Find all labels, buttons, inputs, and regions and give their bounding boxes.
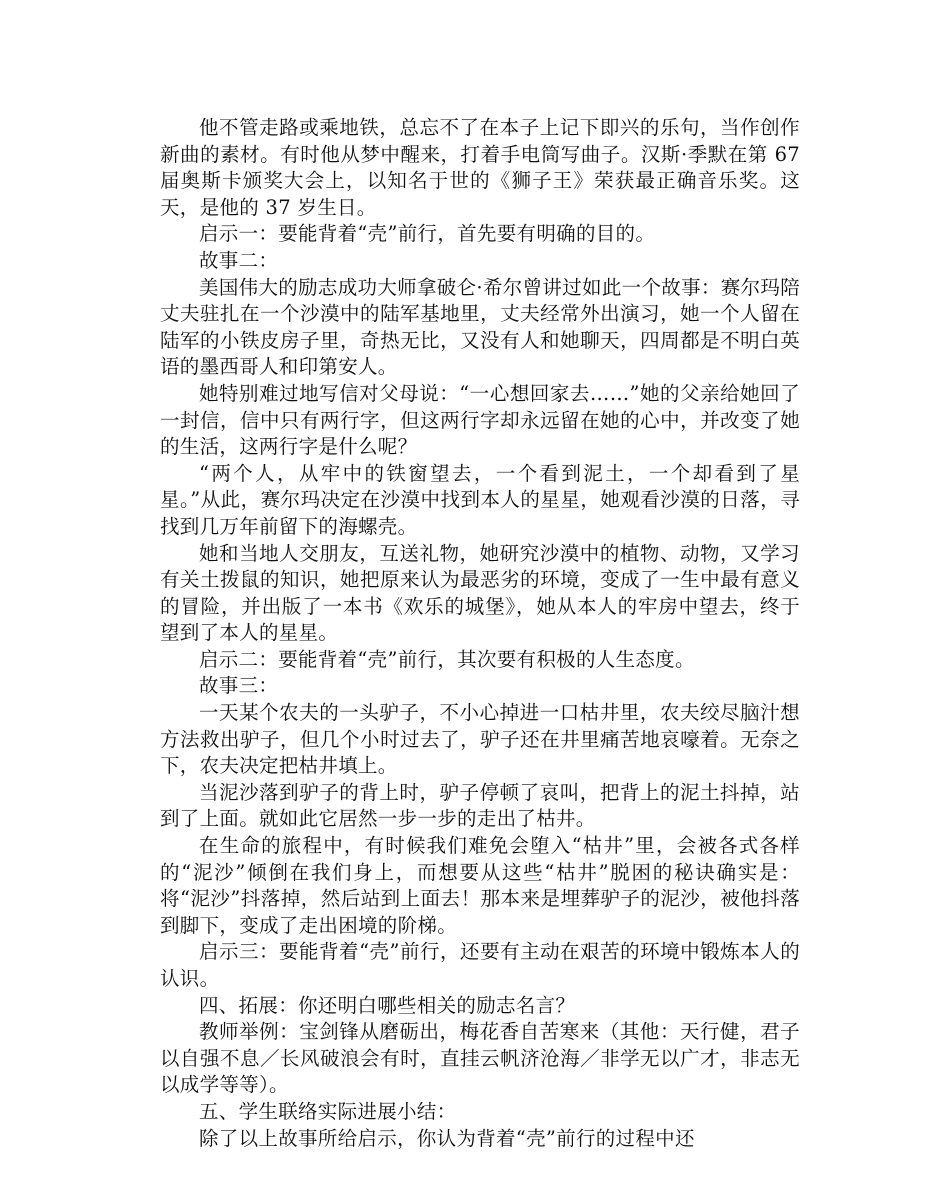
paragraph-summary-heading: 五、学生联络实际进展小结：	[199, 1099, 457, 1123]
paragraph-insight-one: 启示一：要能背着“壳”前行，首先要有明确的目的。	[199, 222, 656, 246]
paragraph-story-three-donkey: 一天某个农夫的一头驴子，不小心掉进一口枯井里，农夫绞尽脑汁想方法救出驴子，但几个小时过去了，驴子还在井里痛苦地哀嚎着。无奈之下，农夫决定把枯井填上。	[160, 701, 800, 778]
paragraph-story-three-escape: 当泥沙落到驴子的背上时，驴子停顿了哀叫，把背上的泥土抖掉，站到了上面。就如此它居然一步一步的走出了枯井。	[160, 780, 800, 831]
paragraph-story-two-letter: 她特别难过地写信对父母说：“一心想回家去……”她的父亲给她回了一封信，信中只有两行字，但这两行字却永远留在她的心中，并改变了她的生活，这两行字是什么呢？	[160, 381, 800, 459]
paragraph-summary-question: 除了以上故事所给启示，你认为背着“壳”前行的过程中还	[199, 1126, 695, 1150]
paragraph-story-two-heading: 故事二：	[199, 248, 279, 272]
paragraph-story-three-heading: 故事三：	[199, 674, 279, 698]
paragraph-story-two-stars: “两个人，从牢中的铁窗望去，一个看到泥土，一个却看到了星星。”从此，赛尔玛决定在沙漠中找到本人的星星，她观看沙漠的日落，寻找到几万年前留下的海螺壳。	[160, 461, 800, 538]
document-body	[160, 115, 800, 1152]
paragraph-story-three-lesson: 在生命的旅程中，有时候我们难免会堕入“枯井”里，会被各式各样的“泥沙”倾倒在我们身上，而想要从这些“枯井”脱困的秘诀确实是：将“泥沙”抖落掉，然后站到上面去！那本来是埋葬驴子的泥沙，被他抖落到脚下，变成了走出困境的阶梯。	[160, 834, 800, 937]
paragraph-hans-zimmer: 他不管走路或乘地铁，总忘不了在本子上记下即兴的乐句，当作创作新曲的素材。有时他从梦中醒来，打着手电筒写曲子。汉斯·季默在第 67 届奥斯卡颁奖大会上，以知名于世的《狮子王》荣获最正确音乐奖。这天，是他的 37 岁生日。	[160, 116, 800, 219]
paragraph-insight-two: 启示二：要能背着“壳”前行，其次要有积极的人生态度。	[199, 647, 695, 671]
paragraph-story-two-intro: 美国伟大的励志成功大师拿破仑·希尔曾讲过如此一个故事：赛尔玛陪丈夫驻扎在一个沙漠中的陆军基地里，丈夫经常外出演习，她一个人留在陆军的小铁皮房子里，奇热无比，又没有人和她聊天，四周都是不明白英语的墨西哥人和印第安人。	[160, 275, 800, 379]
paragraph-story-two-change: 她和当地人交朋友，互送礼物，她研究沙漠中的植物、动物，又学习有关土拨鼠的知识，她把原来认为最恶劣的环境，变成了一生中最有意义的冒险，并出版了一本书《欢乐的城堡》，她从本人的牢房中望去，终于望到了本人的星星。	[160, 541, 800, 645]
paragraph-insight-three: 启示三：要能背着“壳”前行，还要有主动在艰苦的环境中锻炼本人的认识。	[160, 940, 800, 990]
paragraph-extension-heading: 四、拓展：你还明白哪些相关的励志名言？	[199, 993, 576, 1017]
paragraph-teacher-examples: 教师举例：宝剑锋从磨砺出，梅花香自苦寒来（其他：天行健，君子以自强不息／长风破浪会有时，直挂云帆济沧海／非学无以广才，非志无以成学等等）。	[160, 1020, 800, 1097]
